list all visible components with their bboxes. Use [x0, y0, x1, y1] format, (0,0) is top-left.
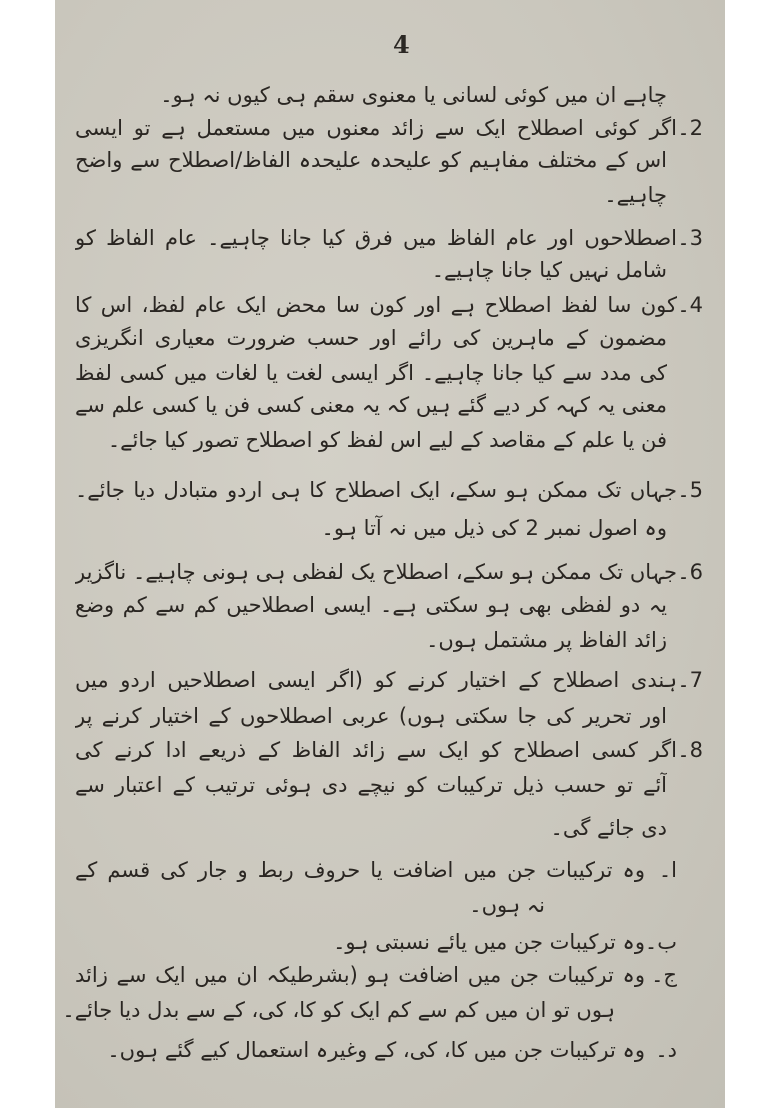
text-line: اس کے مختلف مفاہیم کو علیحدہ علیحدہ الفاظ/اصطلاح سے واضح — [75, 148, 667, 172]
text-line: مضمون کے ماہرین کی رائے اور حسب ضرورت معیاری انگریزی — [75, 326, 667, 350]
text-line: وہ ترکیبات جن میں کا، کی، کے وغیرہ استعمال کیے گئے ہوں۔ — [107, 1038, 645, 1062]
item-number: 7۔ — [677, 668, 703, 692]
text-line: چاہیے۔ — [604, 183, 667, 207]
text-line: اگر کسی اصطلاح کو ایک سے زائد الفاظ کے ذریعے ادا کرنے کی — [75, 738, 677, 762]
text-line: اور تحریر کی جا سکتی ہوں) عربی اصطلاحوں کے اختیار کرنے پر — [75, 704, 667, 728]
item-number: 5۔ — [677, 478, 703, 502]
text-line: اگر کوئی اصطلاح ایک سے زائد معنوں میں مستعمل ہے تو ایسی — [75, 116, 677, 140]
sub-item-letter: ب۔ — [644, 930, 677, 954]
text-line: فن یا علم کے مقاصد کے لیے اس لفظ کو اصطلاح تصور کیا جائے۔ — [107, 428, 667, 452]
page-number: 4 — [393, 30, 410, 59]
item-number: 6۔ — [677, 560, 703, 584]
item-number: 4۔ — [677, 293, 703, 317]
text-line: آئے تو حسب ذیل ترکیبات کو نیچے دی ہوئی ترتیب کے اعتبار سے — [75, 773, 667, 797]
text-line: اصطلاحوں اور عام الفاظ میں فرق کیا جانا چاہیے۔ عام الفاظ کو — [75, 226, 677, 250]
text-line: وہ ترکیبات جن میں یائے نسبتی ہو۔ — [333, 930, 645, 954]
item-number: 8۔ — [677, 738, 703, 762]
text-line: معنی یہ کہہ کر دیے گئے ہیں کہ یہ معنی کسی فن یا کسی علم سے — [75, 393, 667, 417]
text-line: زائد الفاظ پر مشتمل ہوں۔ — [426, 628, 667, 652]
text-line: کون سا لفظ اصطلاح ہے اور کون سا محض ایک عام لفظ، اس کا — [75, 293, 677, 317]
item-number: 3۔ — [677, 226, 703, 250]
text-line: جہاں تک ممکن ہو سکے، ایک اصطلاح کا ہی اردو متبادل دیا جائے۔ — [75, 478, 677, 502]
text-line: چاہے ان میں کوئی لسانی یا معنوی سقم ہی کیوں نہ ہو۔ — [160, 83, 667, 107]
text-line: وہ ترکیبات جن میں اضافت یا حروف ربط و جار کی قسم کے — [75, 858, 645, 882]
text-line: وہ اصول نمبر 2 کی ذیل میں نہ آتا ہو۔ — [321, 516, 667, 540]
document-page — [55, 0, 725, 1108]
sub-item-letter: ا۔ — [658, 858, 677, 882]
text-line: ہوں تو ان میں کم سے کم ایک کو کا، کی، کے سے بدل دیا جائے۔ — [62, 998, 615, 1022]
text-line: نہ ہوں۔ — [469, 893, 545, 917]
sub-item-letter: ج۔ — [651, 963, 677, 987]
text-line: یہ دو لفظی بھی ہو سکتی ہے۔ ایسی اصطلاحیں کم سے کم وضع — [75, 593, 667, 617]
text-line: کی مدد سے کیا جانا چاہیے۔ اگر ایسی لغت یا لغات میں کسی لفظ — [75, 361, 667, 385]
text-line: شامل نہیں کیا جانا چاہیے۔ — [431, 258, 667, 282]
text-line: وہ ترکیبات جن میں اضافت ہو (بشرطیکہ ان میں ایک سے زائد — [75, 963, 645, 987]
text-line: جہاں تک ممکن ہو سکے، اصطلاح یک لفظی ہی ہونی چاہیے۔ ناگزیر — [75, 560, 677, 584]
sub-item-letter: د۔ — [655, 1038, 677, 1062]
text-line: دی جائے گی۔ — [550, 816, 667, 840]
item-number: 2۔ — [677, 116, 703, 140]
text-line: ہندی اصطلاح کے اختیار کرنے کو (اگر ایسی اصطلاحیں اردو میں — [75, 668, 677, 692]
